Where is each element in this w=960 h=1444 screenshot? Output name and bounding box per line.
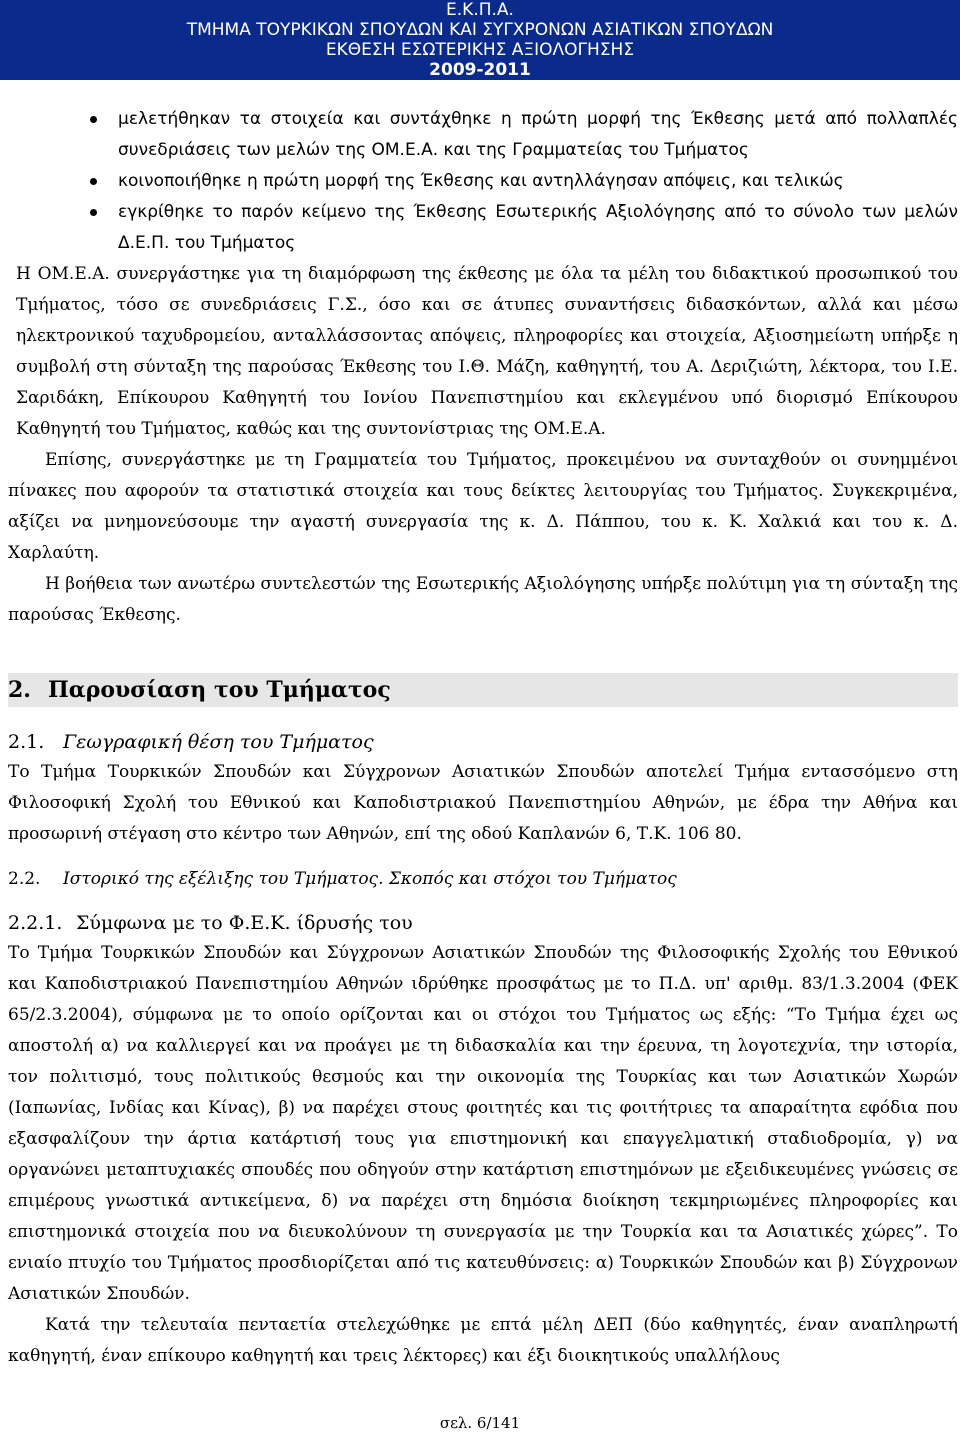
header-line-1: Ε.Κ.Π.Α. bbox=[446, 0, 514, 20]
page-number: σελ. 6/141 bbox=[439, 1414, 521, 1432]
paragraph-founding: Το Τμήμα Τουρκικών Σπουδών και Σύγχρονων Ασιατικών Σπουδών της Φιλοσοφικής Σχολής του Εθνικού και Καποδιστριακού Πανεπιστημίου Αθηνών ιδρύθηκε προσφάτως με το Π.Δ. υπ' αριθμ. 83/1.3.2004 (ΦΕΚ 65/2.3.2004), σύμφωνα με το οποίο ορίζονται και οι στόχοι του Τμήματος ως εξής: “Το Τμήμα έχει ως αποστολή α) να καλλιεργεί και να προάγει με τη διδασκαλία και την έρευνα, τη λογοτεχνία, την ιστορία, τον πολιτισμό, τους πολιτικούς θεσμούς και την οικονομία της Τουρκίας και των Ασιατικών Χωρών (Ιαπωνίας, Ινδίας και Κίνας), β) να παρέχει στους φοιτητές και τις φοιτήτριες τα απαραίτητα εφόδια που εξασφαλίζουν την άρτια κατάρτισή τους για επιστημονική και επαγγελματική σταδιοδρομία, γ) να οργανώνει μεταπτυχιακές σπουδές που οδηγούν στην κατάρτιση επιστημόνων με εξειδικευμένες γνώσεις σε επιμέρους γνωστικά αντικείμενα, δ) να παρέχει στη δημόσια διοίκηση τεκμηριωμένες πληροφορίες και επιστημονικά στοιχεία που να διευκολύνουν τη συνεργασία με την Τουρκία και τα Ασιατικές χώρες”. Το ενιαίο πτυχίο του Τμήματος προσδιορίζεται από τις κατευθύνσεις: α) Τουρκικών Σπουδών και β) Σύγχρονων Ασιατικών Σπουδών. bbox=[8, 943, 958, 1304]
section-number: 2. bbox=[8, 677, 31, 703]
subsection-title: Ιστορικό της εξέλιξης του Τμήματος. Σκοπός και στόχοι του Τμήματος bbox=[63, 869, 677, 889]
paragraph-committee: Η ΟΜ.Ε.Α. συνεργάστηκε για τη διαμόρφωση της έκθεσης με όλα τα μέλη του διδακτικού προσωπικού του Τμήματος, τόσο σε συνεδριάσεις Γ.Σ., όσο και σε άτυπες συναντήσεις διδασκόντων, αλλά και μέσω ηλεκτρονικού ταχυδρομείου, ανταλλάσσοντας απόψεις, πληροφορίες και στοιχεία, Αξιοσημείωτη υπήρξε η συμβολή στη σύνταξη της παρούσας Έκθεσης του Ι.Θ. Μάζη, καθηγητή, του Α. Δεριζιώτη, λέκτορα, του Ι.Ε. Σαριδάκη, Επίκουρου Καθηγητή του Ιονίου Πανεπιστημίου και εκλεγμένου υπό διορισμό Επίκουρου Καθηγητή του Τμήματος, καθώς και της συντονίστριας της ΟΜ.Ε.Α. bbox=[16, 264, 958, 439]
subsection-number: 2.2. bbox=[8, 869, 41, 889]
bullet-text: κοινοποιήθηκε η πρώτη μορφή της Έκθεσης και αντηλλάγησαν απόψεις, και τελικώς bbox=[118, 171, 844, 191]
header-line-3: ΕΚΘΕΣΗ ΕΣΩΤΕΡΙΚΗΣ ΑΞΙΟΛΟΓΗΣΗΣ bbox=[325, 40, 635, 60]
subsection-heading-2-2 bbox=[8, 864, 958, 894]
bullet-icon bbox=[90, 116, 97, 123]
subsection-heading-2-1 bbox=[8, 727, 958, 757]
paragraph-thanks: Η βοήθεια των ανωτέρω συντελεστών της Εσωτερικής Αξιολόγησης υπήρξε πολύτιμη για τη σύνταξη της παρούσας Έκθεσης. bbox=[8, 574, 958, 625]
document-body bbox=[8, 104, 958, 1372]
bullet-text: εγκρίθηκε το παρόν κείμενο της Έκθεσης Εσωτερικής Αξιολόγησης από το σύνολο των μελών Δ.Ε.Π. του Τμήματος bbox=[118, 202, 958, 253]
bullet-item bbox=[8, 166, 958, 197]
page-header bbox=[0, 0, 960, 80]
subsection-heading-2-2-1 bbox=[8, 908, 958, 938]
paragraph-staffing: Κατά την τελευταία πενταετία στελεχώθηκε με επτά μέλη ΔΕΠ (δύο καθηγητές, έναν αναπληρωτή καθηγητή, έναν επίκουρο καθηγητή και τρεις λέκτορες) και έξι διοικητικούς υπαλλήλους bbox=[8, 1315, 958, 1366]
paragraph-location: Το Τμήμα Τουρκικών Σπουδών και Σύγχρονων Ασιατικών Σπουδών αποτελεί Τμήμα εντασσόμενο στη Φιλοσοφική Σχολή του Εθνικού και Καποδιστριακού Πανεπιστημίου Αθηνών, με έδρα την Αθήνα και προσωρινή στέγαση στο κέντρο των Αθηνών, επί της οδού Καπλανών 6, Τ.Κ. 106 80. bbox=[8, 762, 958, 844]
subsection-title: Γεωγραφική θέση του Τμήματος bbox=[63, 731, 374, 753]
bullet-list bbox=[8, 104, 958, 259]
bullet-icon bbox=[90, 178, 97, 185]
bullet-text: μελετήθηκαν τα στοιχεία και συντάχθηκε η πρώτη μορφή της Έκθεσης μετά από πολλαπλές συνεδριάσεις των μελών της ΟΜ.Ε.Α. και της Γραμματείας του Τμήματος bbox=[118, 109, 958, 160]
header-line-4: 2009-2011 bbox=[429, 60, 531, 80]
bullet-item bbox=[8, 104, 958, 166]
section-heading-2 bbox=[8, 673, 958, 707]
subsection-number: 2.1. bbox=[8, 731, 45, 753]
subsection-number: 2.2.1. bbox=[8, 912, 63, 934]
bullet-icon bbox=[90, 209, 97, 216]
bullet-item bbox=[8, 197, 958, 259]
header-line-2: ΤΜΗΜΑ ΤΟΥΡΚΙΚΩΝ ΣΠΟΥΔΩΝ ΚΑΙ ΣΥΓΧΡΟΝΩΝ ΑΣΙΑΤΙΚΩΝ ΣΠΟΥΔΩΝ bbox=[186, 20, 774, 40]
section-title: Παρουσίαση του Τμήματος bbox=[48, 677, 391, 703]
paragraph-secretariat: Επίσης, συνεργάστηκε με τη Γραμματεία του Τμήματος, προκειμένου να συνταχθούν οι συνημμένοι πίνακες που αφορούν τα στατιστικά στοιχεία και τους δείκτες λειτουργίας του Τμήματος. Συγκεκριμένα, αξίζει να μνημονεύσουμε την αγαστή συνεργασία της κ. Δ. Πάππου, του κ. Κ. Χαλκιά και του κ. Δ. Χαρλαύτη. bbox=[8, 450, 958, 563]
subsection-title: Σύμφωνα με το Φ.Ε.Κ. ίδρυσής του bbox=[76, 912, 413, 934]
